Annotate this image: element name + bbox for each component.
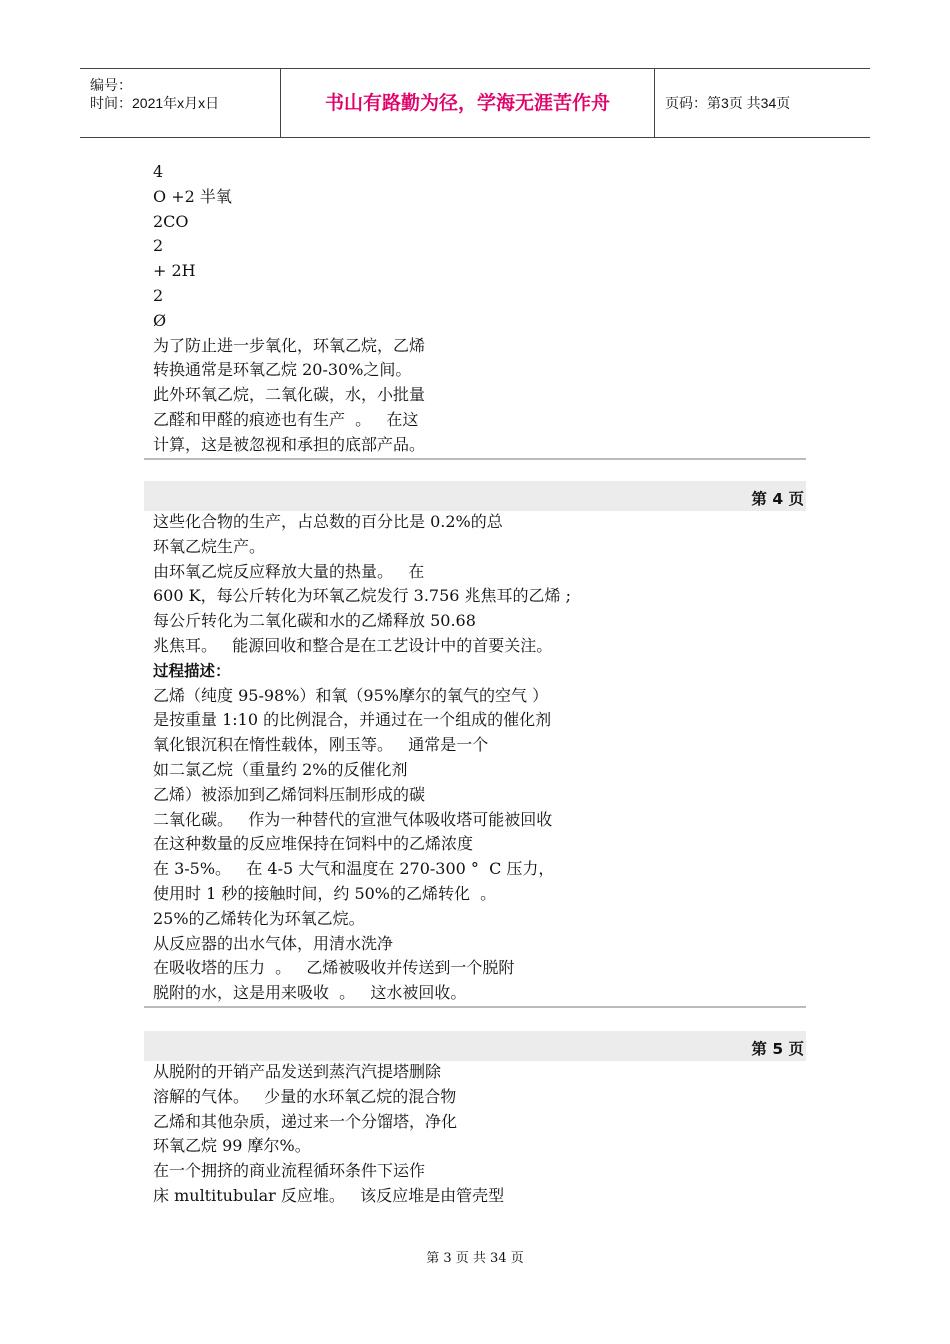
text-line: 在这种数量的反应堆保持在饲料中的乙烯浓度 <box>153 834 474 854</box>
text-line: 转换通常是环氧乙烷 20-30%之间。 <box>153 360 412 380</box>
text-line: 2 <box>153 285 164 305</box>
text-line: 每公斤转化为二氧化碳和水的乙烯释放 50.68 <box>153 611 476 631</box>
text-line: 环氧乙烷生产。 <box>153 536 266 556</box>
document-number-label: 编号： <box>90 77 132 93</box>
text-line: 此外环氧乙烷，二氧化碳，水，小批量 <box>153 385 426 405</box>
header-page-info: 页码：第3页 共34页 <box>665 95 791 111</box>
section-divider <box>144 1006 806 1008</box>
text-line: 在 3-5%。 在 4-5 大气和温度在 270-300 ° C 压力， <box>153 859 555 879</box>
process-description-heading: 过程描述： <box>153 661 231 680</box>
text-line: 由环氧乙烷反应释放大量的热量。 在 <box>153 561 425 581</box>
page-marker-label: 第 4 页 <box>751 490 804 508</box>
text-line: 乙烯和其他杂质，递过来一个分馏塔，净化 <box>153 1111 458 1131</box>
text-line: 600 K，每公斤转化为环氧乙烷发行 3.756 兆焦耳的乙烯 ; <box>153 586 572 606</box>
text-line: 为了防止进一步氧化，环氧乙烷，乙烯 <box>153 335 426 355</box>
text-line: 溶解的气体。 少量的水环氧乙烷的混合物 <box>153 1086 457 1106</box>
text-line: 氧化银沉积在惰性载体，刚玉等。 通常是一个 <box>153 735 489 755</box>
header-motto: 书山有路勤为径，学海无涯苦作舟 <box>281 69 655 137</box>
text-line: 25%的乙烯转化为环氧乙烷。 <box>153 908 365 928</box>
page-marker-label: 第 5 页 <box>751 1040 804 1058</box>
text-line: 在一个拥挤的商业流程循环条件下运作 <box>153 1161 426 1181</box>
text-line: 计算，这是被忽视和承担的底部产品。 <box>153 434 426 454</box>
text-line: 是按重量 1:10 的比例混合，并通过在一个组成的催化剂 <box>153 710 552 730</box>
text-line: + 2H <box>153 261 196 281</box>
text-line: Ø <box>153 310 167 330</box>
text-line: 脱附的水，这是用来吸收 。 这水被回收。 <box>153 983 467 1003</box>
text-line: 使用时 1 秒的接触时间，约 50%的乙烯转化 。 <box>153 883 497 903</box>
text-line: 从反应器的出水气体，用清水洗净 <box>153 933 394 953</box>
page-marker <box>144 481 806 511</box>
text-line: 环氧乙烷 99 摩尔%。 <box>153 1136 311 1156</box>
text-line: 乙烯（纯度 95-98%）和氧（95%摩尔的氧气的空气 ） <box>153 685 549 705</box>
text-line: 2 <box>153 236 164 256</box>
page-marker <box>144 1031 806 1061</box>
text-line: 如二氯乙烷（重量约 2%的反催化剂 <box>153 759 408 779</box>
page-header <box>80 68 870 138</box>
text-line: 这些化合物的生产，占总数的百分比是 0.2%的总 <box>153 512 503 531</box>
text-line: 乙烯）被添加到乙烯饲料压制形成的碳 <box>153 784 426 804</box>
text-line: 二氧化碳。 作为一种替代的宣泄气体吸收塔可能被回收 <box>153 809 553 829</box>
header-meta <box>80 69 281 137</box>
page-footer: 第 3 页 共 34 页 <box>426 1251 524 1266</box>
text-line: 床 multitubular 反应堆。 该反应堆是由管壳型 <box>153 1185 505 1205</box>
section-1 <box>153 160 813 458</box>
section-divider <box>144 458 806 460</box>
document-date: 时间：2021年x月x日 <box>90 95 220 111</box>
section-2 <box>153 510 813 1006</box>
section-3 <box>153 1060 813 1209</box>
text-line: 在吸收塔的压力 。 乙烯被吸收并传送到一个脱附 <box>153 958 515 978</box>
text-line: 乙醛和甲醛的痕迹也有生产 。 在这 <box>153 409 419 429</box>
text-line: 2CO <box>153 211 189 231</box>
text-line: 4 <box>153 162 164 181</box>
text-line: 从脱附的开销产品发送到蒸汽汽提塔删除 <box>153 1062 442 1081</box>
text-line: O +2 半氧 <box>153 186 232 206</box>
text-line: 兆焦耳。 能源回收和整合是在工艺设计中的首要关注。 <box>153 635 553 655</box>
